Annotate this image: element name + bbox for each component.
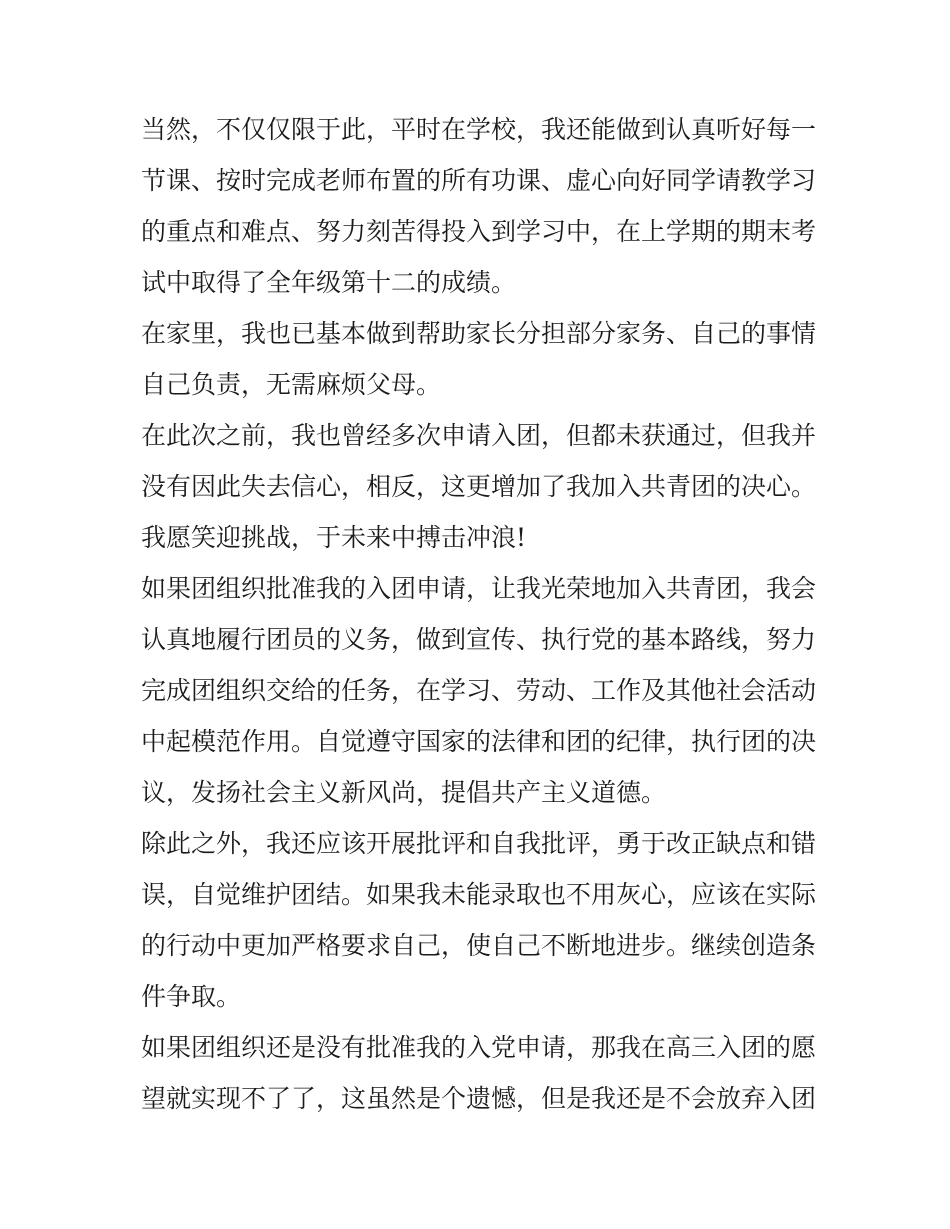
text-line: 完成团组织交给的任务，在学习、劳动、工作及其他社会活动	[141, 676, 817, 705]
text-line: 中起模范作用。自觉遵守国家的法律和团的纪律，执行团的决	[141, 727, 817, 756]
text-line: 议，发扬社会主义新风尚，提倡共产主义道德。	[141, 778, 667, 807]
text-line: 误，自觉维护团结。如果我未能录取也不用灰心，应该在实际	[141, 880, 817, 909]
text-line: 的重点和难点、努力刻苦得投入到学习中，在上学期的期末考	[141, 217, 817, 246]
text-line: 自己负责，无需麻烦父母。	[141, 370, 442, 399]
text-line: 如果团组织批准我的入团申请，让我光荣地加入共青团，我会	[141, 574, 817, 603]
text-line: 件争取。	[141, 982, 242, 1011]
text-line: 节课、按时完成老师布置的所有功课、虚心向好同学请教学习	[141, 166, 817, 195]
text-line: 在此次之前，我也曾经多次申请入团，但都未获通过，但我并	[141, 421, 817, 450]
text-line: 如果团组织还是没有批准我的入党申请，那我在高三入团的愿	[141, 1033, 817, 1062]
text-line: 望就实现不了了，这虽然是个遗憾，但是我还是不会放弃入团	[141, 1084, 817, 1113]
text-line: 的行动中更加严格要求自己，使自己不断地进步。继续创造条	[141, 931, 817, 960]
document-body	[141, 104, 821, 1124]
text-line: 我愿笑迎挑战，于未来中搏击冲浪!	[141, 523, 527, 552]
text-line: 除此之外，我还应该开展批评和自我批评，勇于改正缺点和错	[141, 829, 817, 858]
text-line: 试中取得了全年级第十二的成绩。	[141, 268, 517, 297]
text-line: 没有因此失去信心，相反，这更增加了我加入共青团的决心。	[141, 472, 817, 501]
text-line: 当然，不仅仅限于此，平时在学校，我还能做到认真听好每一	[141, 115, 817, 144]
text-line: 认真地履行团员的义务，做到宣传、执行党的基本路线，努力	[141, 625, 817, 654]
text-line: 在家里，我也已基本做到帮助家长分担部分家务、自己的事情	[141, 319, 817, 348]
